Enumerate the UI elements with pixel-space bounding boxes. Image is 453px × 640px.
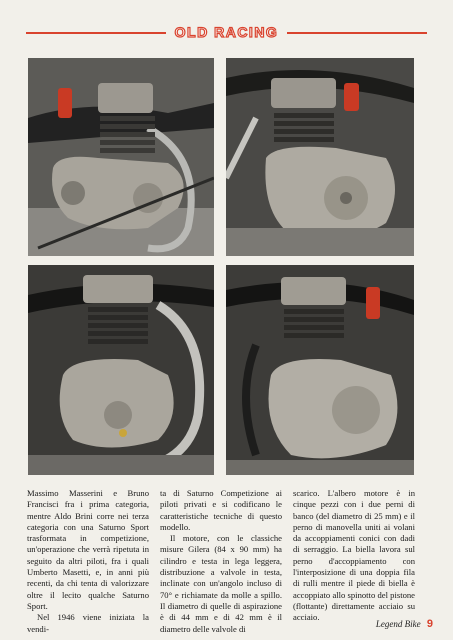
section-header: [0, 22, 453, 42]
section-title: OLD RACING: [174, 24, 279, 40]
page-footer: [376, 618, 433, 630]
paragraph: ta di Saturno Competizione ai piloti privati e si codificano le caratteristiche tecniche di questo modello.: [160, 488, 282, 532]
engine-photo-4: [226, 265, 414, 475]
header-rule-right: [287, 32, 427, 34]
engine-photo-3: [28, 265, 214, 475]
engine-photo-2: [226, 58, 414, 256]
article-column-1: [27, 488, 149, 635]
engine-photo-1: [28, 58, 214, 256]
paragraph: scarico. L'albero motore è in cinque pezzi con i due perni di banco (del diametro di 25 mm) e il perno di manovella uniti ai volani da accoppiamenti conici con dadi di serraggio. La biella lavora sul perno d'accoppiamento con l'interposizione di una doppia fila di rulli mentre il piede di biella è accoppiato allo spinotto del pistone (flottante) direttamente acciaio su acciaio.: [293, 488, 415, 623]
paragraph: Massimo Masserini e Bruno Francisci fra i prima categoria, mentre Aldo Brini corre nei terza categoria con una Saturno Sport trasformata in competizione, un'operazione che verrà ripetuta in seguito da altri piloti, fra i quali Umberto Masetti, e, in anni più recenti, da chi tenta di valorizzare oltre il lecito qualche Saturno Sport.: [27, 488, 149, 611]
paragraph: Il motore, con le classiche misure Gilera (84 x 90 mm) ha cilindro e testa in lega leggera, distribuzione a valvole in testa, inclinate con un'angolo incluso di 70° e richiamate da molle a spillo. Il diametro di quelle di aspirazione è di 44 mm e di 42 mm è il diametro delle valvole di: [160, 533, 282, 634]
paragraph: Nel 1946 viene iniziata la vendi-: [27, 612, 149, 634]
page-number: 9: [426, 618, 433, 630]
header-rule-left: [26, 32, 166, 34]
magazine-brand: Legend Bike: [375, 619, 421, 629]
article-column-2: [160, 488, 282, 635]
article-column-3: [293, 488, 415, 624]
